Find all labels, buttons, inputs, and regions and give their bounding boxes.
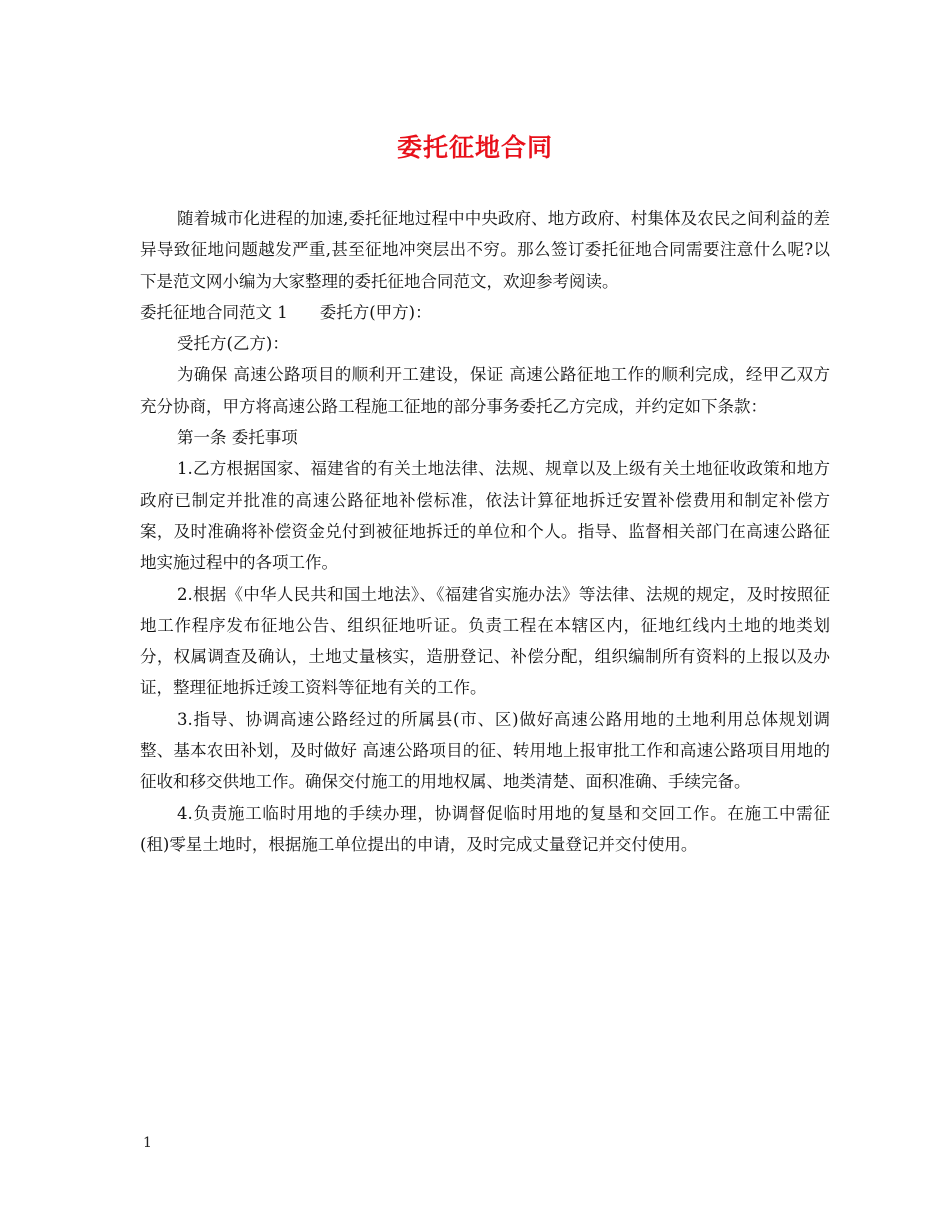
preamble-paragraph: 为确保 高速公路项目的顺利开工建设，保证 高速公路征地工作的顺利完成，经甲乙双方充分协商，甲方将高速公路工程施工征地的部分事务委托乙方完成，并约定如下条款： [140, 365, 830, 416]
document-body [140, 203, 830, 860]
intro-paragraph: 随着城市化进程的加速,委托征地过程中中央政府、地方政府、村集体及农民之间利益的差异导致征地问题越发严重,甚至征地冲突层出不穷。那么签订委托征地合同需要注意什么呢?以下是范文网小编为大家整理的委托征地合同范文，欢迎参考阅读。 [140, 209, 830, 291]
sample-heading: 委托征地合同范文 1 [140, 302, 288, 322]
clause-4: 4.负责施工临时用地的手续办理，协调督促临时用地的复垦和交回工作。在施工中需征(租)零星土地时，根据施工单位提出的申请，及时完成丈量登记并交付使用。 [140, 803, 830, 854]
clause-1: 1.乙方根据国家、福建省的有关土地法律、法规、规章以及上级有关土地征收政策和地方政府已制定并批准的高速公路征地补偿标准，依法计算征地拆迁安置补偿费用和制定补偿方案，及时准确将补偿资金兑付到被征地拆迁的单位和个人。指导、监督相关部门在高速公路征地实施过程中的各项工作。 [140, 459, 830, 573]
party-b-label: 受托方(乙方)： [177, 334, 289, 354]
clause-3: 3.指导、协调高速公路经过的所属县(市、区)做好高速公路用地的土地利用总体规划调整、基本农田补划，及时做好 高速公路项目的征、转用地上报审批工作和高速公路项目用地的征收和移交供地工作。确保交付施工的用地权属、地类清楚、面积准确、手续完备。 [140, 709, 830, 792]
document-title: 委托征地合同 [396, 133, 553, 162]
clause-2: 2.根据《中华人民共和国土地法》、《福建省实施办法》等法律、法规的规定，及时按照征地工作程序发布征地公告、组织征地听证。负责工程在本辖区内，征地红线内土地的地类划分，权属调查及确认，土地丈量核实，造册登记、补偿分配，组织编制所有资料的上报以及办证，整理征地拆迁竣工资料等征地有关的工作。 [140, 584, 830, 698]
sample-heading-line [140, 297, 830, 328]
party-a-label: 委托方(甲方)： [319, 302, 432, 322]
article-1-heading: 第一条 委托事项 [177, 428, 298, 448]
page-number: 1 [143, 1135, 152, 1151]
